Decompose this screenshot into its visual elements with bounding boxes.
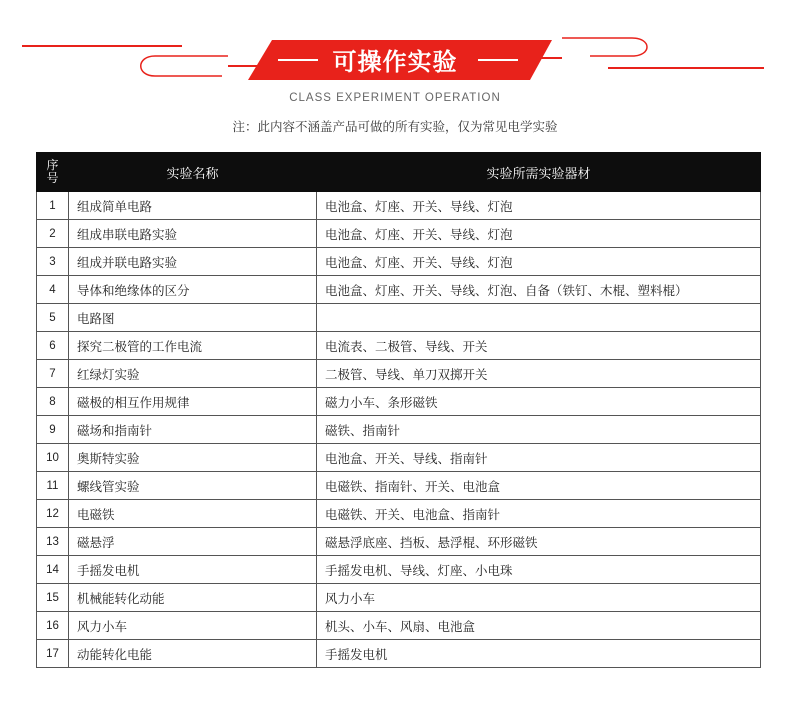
equipment-list: 电磁铁、指南针、开关、电池盒 (317, 472, 761, 500)
equipment-list: 电流表、二极管、导线、开关 (317, 332, 761, 360)
experiment-name: 磁极的相互作用规律 (69, 388, 317, 416)
table-row (37, 640, 761, 668)
experiment-name: 电磁铁 (69, 500, 317, 528)
experiment-name: 螺线管实验 (69, 472, 317, 500)
row-number: 16 (37, 612, 69, 640)
equipment-list: 电池盒、灯座、开关、导线、灯泡 (317, 248, 761, 276)
row-number: 7 (37, 360, 69, 388)
experiment-name: 机械能转化动能 (69, 584, 317, 612)
equipment-list: 电池盒、灯座、开关、导线、灯泡、自备（铁钉、木棍、塑料棍） (317, 276, 761, 304)
row-number: 8 (37, 388, 69, 416)
experiment-name: 风力小车 (69, 612, 317, 640)
equipment-list: 电磁铁、开关、电池盒、指南针 (317, 500, 761, 528)
page-title: 可操作实验 (332, 48, 458, 76)
table-row (37, 360, 761, 388)
header-equipment: 实验所需实验器材 (317, 153, 761, 192)
table-row (37, 500, 761, 528)
row-number: 6 (37, 332, 69, 360)
equipment-list: 机头、小车、风扇、电池盒 (317, 612, 761, 640)
experiment-name: 磁场和指南针 (69, 416, 317, 444)
title-banner (0, 0, 790, 90)
table-row (37, 416, 761, 444)
table-row (37, 192, 761, 220)
row-number: 14 (37, 556, 69, 584)
equipment-list (317, 304, 761, 332)
experiment-name: 导体和绝缘体的区分 (69, 276, 317, 304)
header-index-line1: 序 (46, 158, 59, 172)
table-row (37, 584, 761, 612)
table-row (37, 388, 761, 416)
table-row (37, 472, 761, 500)
equipment-list: 磁铁、指南针 (317, 416, 761, 444)
row-number: 1 (37, 192, 69, 220)
row-number: 11 (37, 472, 69, 500)
row-number: 4 (37, 276, 69, 304)
table-row (37, 612, 761, 640)
row-number: 13 (37, 528, 69, 556)
row-number: 2 (37, 220, 69, 248)
experiment-name: 动能转化电能 (69, 640, 317, 668)
experiment-name: 电路图 (69, 304, 317, 332)
experiment-name: 组成串联电路实验 (69, 220, 317, 248)
experiment-name: 奥斯特实验 (69, 444, 317, 472)
experiment-name: 红绿灯实验 (69, 360, 317, 388)
table-header-row (37, 153, 761, 192)
equipment-list: 手摇发电机 (317, 640, 761, 668)
table-body (37, 192, 761, 668)
table-row (37, 220, 761, 248)
equipment-list: 磁力小车、条形磁铁 (317, 388, 761, 416)
experiment-name: 组成简单电路 (69, 192, 317, 220)
table-row (37, 444, 761, 472)
row-number: 9 (37, 416, 69, 444)
experiment-table (36, 152, 761, 668)
table-row (37, 276, 761, 304)
row-number: 10 (37, 444, 69, 472)
header-index-line2: 号 (46, 171, 59, 185)
row-number: 5 (37, 304, 69, 332)
experiment-name: 手摇发电机 (69, 556, 317, 584)
row-number: 12 (37, 500, 69, 528)
equipment-list: 手摇发电机、导线、灯座、小电珠 (317, 556, 761, 584)
experiment-name: 磁悬浮 (69, 528, 317, 556)
equipment-list: 电池盒、灯座、开关、导线、灯泡 (317, 192, 761, 220)
equipment-list: 二极管、导线、单刀双掷开关 (317, 360, 761, 388)
equipment-list: 电池盒、开关、导线、指南针 (317, 444, 761, 472)
row-number: 17 (37, 640, 69, 668)
table-row (37, 556, 761, 584)
experiment-name: 组成并联电路实验 (69, 248, 317, 276)
equipment-list: 电池盒、灯座、开关、导线、灯泡 (317, 220, 761, 248)
table-row (37, 304, 761, 332)
table-row (37, 332, 761, 360)
row-number: 15 (37, 584, 69, 612)
header-index (37, 153, 69, 192)
english-subtitle: CLASS EXPERIMENT OPERATION (289, 92, 501, 104)
equipment-list: 磁悬浮底座、挡板、悬浮棍、环形磁铁 (317, 528, 761, 556)
disclaimer-note: 注：此内容不涵盖产品可做的所有实验，仅为常见电学实验 (232, 119, 558, 134)
table-row (37, 248, 761, 276)
equipment-list: 风力小车 (317, 584, 761, 612)
header-experiment-name: 实验名称 (69, 153, 317, 192)
row-number: 3 (37, 248, 69, 276)
table-row (37, 528, 761, 556)
experiment-name: 探究二极管的工作电流 (69, 332, 317, 360)
